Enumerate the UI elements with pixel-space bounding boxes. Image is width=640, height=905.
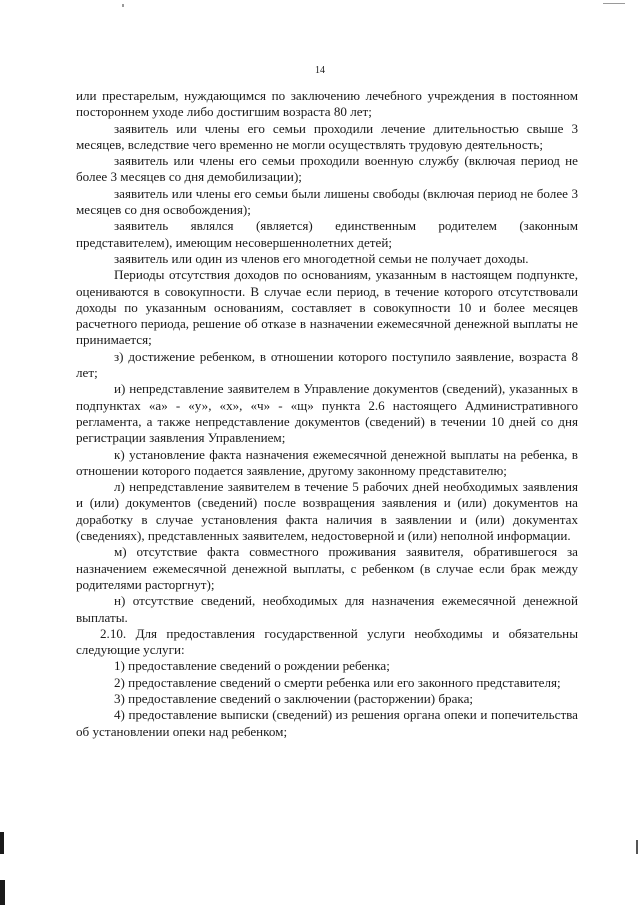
scan-speck	[603, 3, 625, 4]
paragraph: заявитель являлся (является) единственным родителем (законным представителем), имеющим несовершеннолетних детей;	[76, 218, 578, 250]
list-item-4: 4) предоставление выписки (сведений) из решения органа опеки и попечительства об установлении опеки над ребенком;	[76, 707, 578, 739]
list-item-3: 3) предоставление сведений о заключении (расторжении) брака;	[114, 690, 474, 706]
list-item-2: 2) предоставление сведений о смерти ребенка или его законного представителя;	[114, 674, 561, 690]
paragraph: заявитель или члены его семьи проходили военную службу (включая период не более 3 месяцев со дня демобилизации);	[76, 153, 578, 185]
list-item-1: 1) предоставление сведений о рождении ребенка;	[114, 658, 390, 674]
page-number: 14	[315, 65, 325, 76]
paragraph: заявитель или члены его семьи были лишены свободы (включая период не более 3 месяцев со дня освобождения);	[76, 185, 578, 218]
paragraph-item-i: и) непредставление заявителем в Управление документов (сведений), указанных в подпунктах «а» - «у», «х», «ч» - «щ» пункта 2.6 настоящего Административного регламента, а также непредставление документов (сведений) в течении 10 дней со дня регистрации заявления Управлением;	[76, 381, 578, 446]
paragraph: Периоды отсутствия доходов по основаниям, указанным в настоящем подпункте, оцениваются в совокупности. В случае если период, в течение которого отсутствовали доходы по указанным основаниям, составляет в совокупности 10 и более месяцев расчетного периода, решение об отказе в назначении ежемесячной денежной выплаты не принимается;	[76, 267, 578, 348]
paragraph-item-m: м) отсутствие факта совместного проживания заявителя, обратившегося за назначением ежемесячной денежной выплаты, с ребенком (в случае если брак между родителями расторгнут);	[76, 544, 578, 592]
scan-edge-mark	[0, 832, 4, 854]
section-2-10: 2.10. Для предоставления государственной услуги необходимы и обязательны следующие услуги:	[76, 625, 578, 658]
paragraph-item-l: л) непредставление заявителем в течение 5 рабочих дней необходимых заявления и (или) документов (сведений) после возвращения заявления и (или) документов на доработку в случае установления факта наличия в заявлении и (или) документах (сведениях), представленных заявителем, недостоверной и (или) неполной информации.	[76, 479, 578, 544]
scan-edge-mark	[636, 840, 638, 854]
paragraph: заявитель или члены его семьи проходили лечение длительностью свыше 3 месяцев, вследствие чего временно не могли осуществлять трудовую деятельность;	[76, 120, 578, 152]
paragraph-item-n: н) отсутствие сведений, необходимых для назначения ежемесячной денежной выплаты.	[76, 593, 578, 625]
scan-edge-mark	[0, 880, 5, 905]
document-body	[76, 88, 578, 740]
paragraph-item-k: к) установление факта назначения ежемесячной денежной выплаты на ребенка, в отношении которого подается заявление, другому законному представителю;	[76, 446, 578, 478]
paragraph: заявитель или один из членов его многодетной семьи не получает доходы.	[114, 250, 529, 266]
scan-speck	[122, 4, 124, 7]
paragraph-continuation: или престарелым, нуждающимся по заключению лечебного учреждения в постоянном постороннем уходе либо достигшим возраста 80 лет;	[76, 88, 578, 120]
paragraph-item-z: з) достижение ребенком, в отношении которого поступило заявление, возраста 8 лет;	[76, 348, 578, 381]
